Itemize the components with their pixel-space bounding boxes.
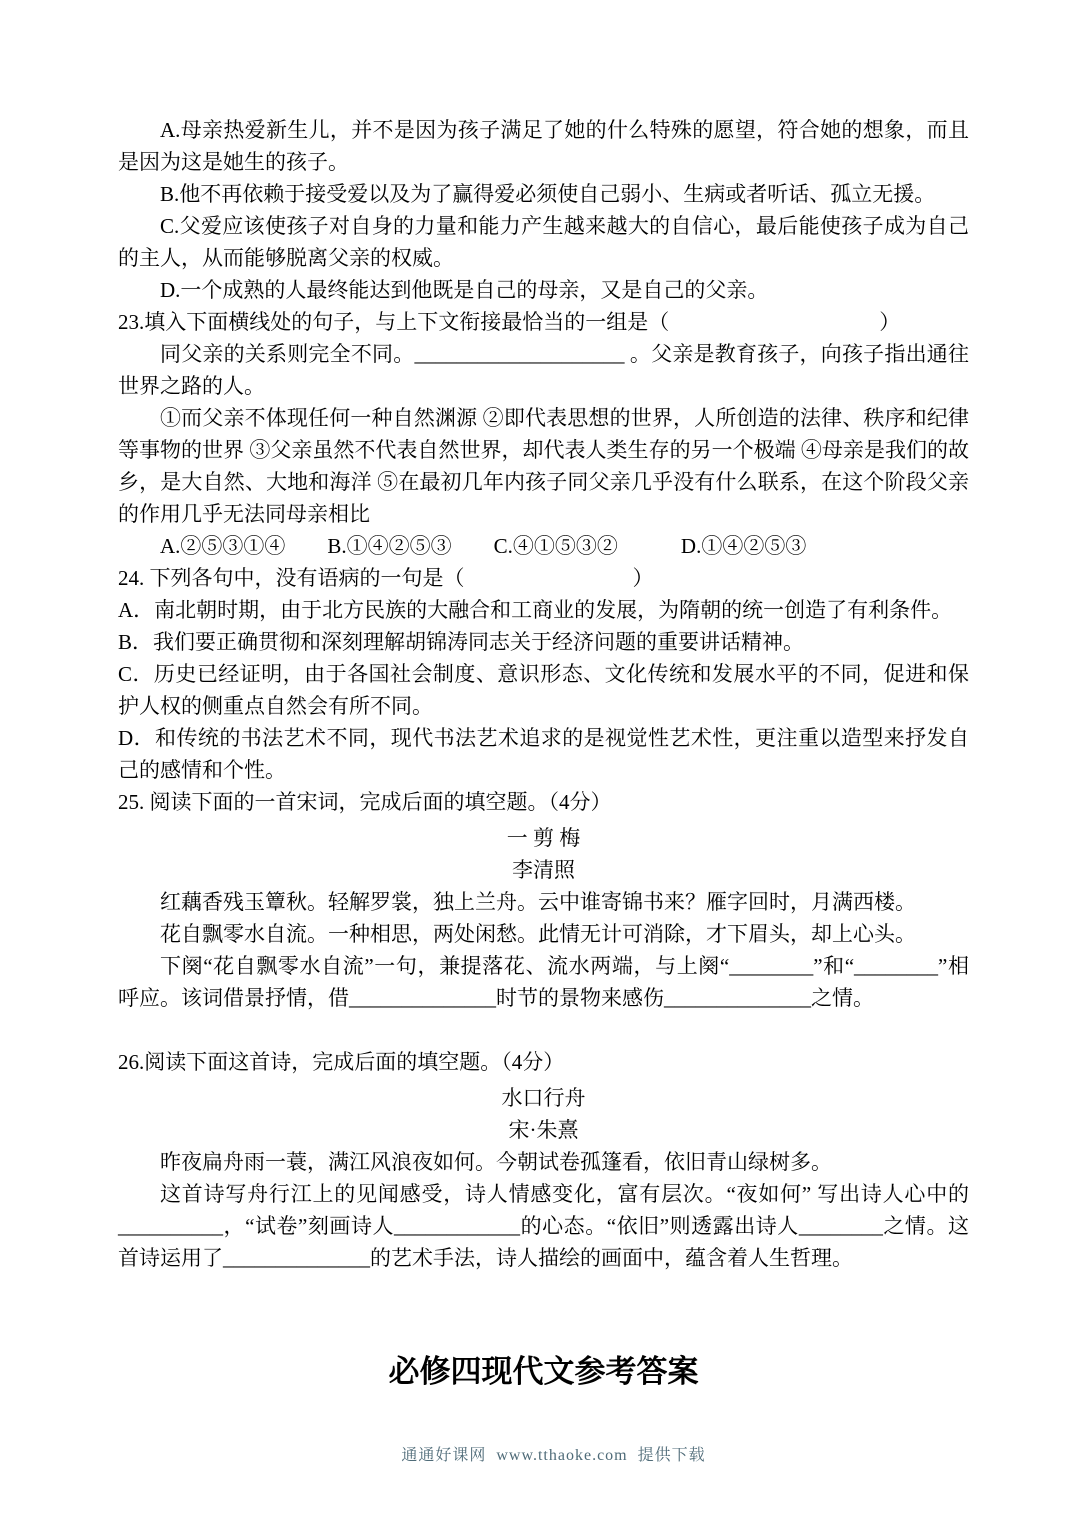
q24-option-a: A．南北朝时期，由于北方民族的大融合和工商业的发展，为隋朝的统一创造了有利条件。 [118,598,953,622]
q24-stem: 24. 下列各句中，没有语病的一句是（ ） [118,566,654,590]
q25-poem-line-2: 花自飘零水自流。一种相思，两处闲愁。此情无计可消除，才下眉头，却上心头。 [160,922,916,946]
q23-stem: 23.填入下面横线处的句子，与上下文衔接最恰当的一组是（ ） [118,310,901,334]
q22-option-a: A.母亲热爱新生儿，并不是因为孩子满足了她的什么特殊的愿望，符合她的想象，而且是因为这是她生的孩子。 [118,118,969,174]
question-23 [118,306,969,562]
q23-choices: A.②⑤③①④ B.①④②⑤③ C.④①⑤③② D.①④②⑤③ [160,534,807,558]
question-25 [118,786,969,1014]
q26-fill-blank-question: 这首诗写舟行江上的见闻感受，诗人情感变化，富有层次。“夜如何” 写出诗人心中的__________，“试卷”刻画诗人____________的心态。“依旧”则透露出诗人________之情。这首诗运用了______________的艺术手法，诗人描绘的画面中，蕴含着人生哲理。 [118,1182,969,1270]
question-24 [118,562,969,786]
footer-site-text: 通通好课网 www.tthaoke.com 提供下载 [401,1447,706,1464]
q25-poem-title: 一 剪 梅 [506,826,581,850]
answer-section-title: 必修四现代文参考答案 [388,1354,699,1389]
q24-option-d: D．和传统的书法艺术不同，现代书法艺术追求的是视觉性艺术性，更注重以造型来抒发自己的感情和个性。 [118,726,969,782]
q26-poem-title: 水口行舟 [501,1086,586,1110]
question-22-options [118,114,969,306]
q25-stem: 25. 阅读下面的一首宋词，完成后面的填空题。（4分） [118,790,612,814]
q22-option-b: B.他不再依赖于接受爱以及为了赢得爱必须使自己弱小、生病或者听话、孤立无援。 [160,182,936,206]
q25-fill-blank-question: 下阕“花自飘零水自流”一句，兼提落花、流水两端，与上阕“________”和“________”相呼应。该词借景抒情，借______________时节的景物来感伤______________之情。 [118,954,969,1010]
q25-poet-name: 李清照 [512,858,575,882]
q23-numbered-sentences: ①而父亲不体现任何一种自然渊源 ②即代表思想的世界，人所创造的法律、秩序和纪律等事物的世界 ③父亲虽然不代表自然世界，却代表人类生存的另一个极端 ④母亲是我们的故乡，是大自然、大地和海洋 ⑤在最初几年内孩子同父亲几乎没有什么联系，在这个阶段父亲的作用几乎无法同母亲相比 [118,406,969,526]
q26-poem-line-1: 昨夜扁舟雨一蓑，满江风浪夜如何。今朝试卷孤篷看，依旧青山绿树多。 [160,1150,832,1174]
q23-context: 同父亲的关系则完全不同。____________________ 。父亲是教育孩子，向孩子指出通往世界之路的人。 [118,342,969,398]
page-footer [0,1426,1087,1486]
q22-option-d: D.一个成熟的人最终能达到他既是自己的母亲，又是自己的父亲。 [160,278,769,302]
q22-option-c: C.父爱应该使孩子对自身的力量和能力产生越来越大的自信心，最后能使孩子成为自己的主人，从而能够脱离父亲的权威。 [118,214,969,270]
q26-stem: 26.阅读下面这首诗，完成后面的填空题。（4分） [118,1050,565,1074]
q26-poet-name: 宋·朱熹 [508,1118,579,1142]
question-26 [118,1046,969,1274]
q25-poem-line-1: 红藕香残玉簟秋。轻解罗裳，独上兰舟。云中谁寄锦书来？雁字回时，月满西楼。 [160,890,916,914]
q24-option-c: C．历史已经证明，由于各国社会制度、意识形态、文化传统和发展水平的不同，促进和保护人权的侧重点自然会有所不同。 [118,662,969,718]
q24-option-b: B．我们要正确贯彻和深刻理解胡锦涛同志关于经济问题的重要讲话精神。 [118,630,805,654]
